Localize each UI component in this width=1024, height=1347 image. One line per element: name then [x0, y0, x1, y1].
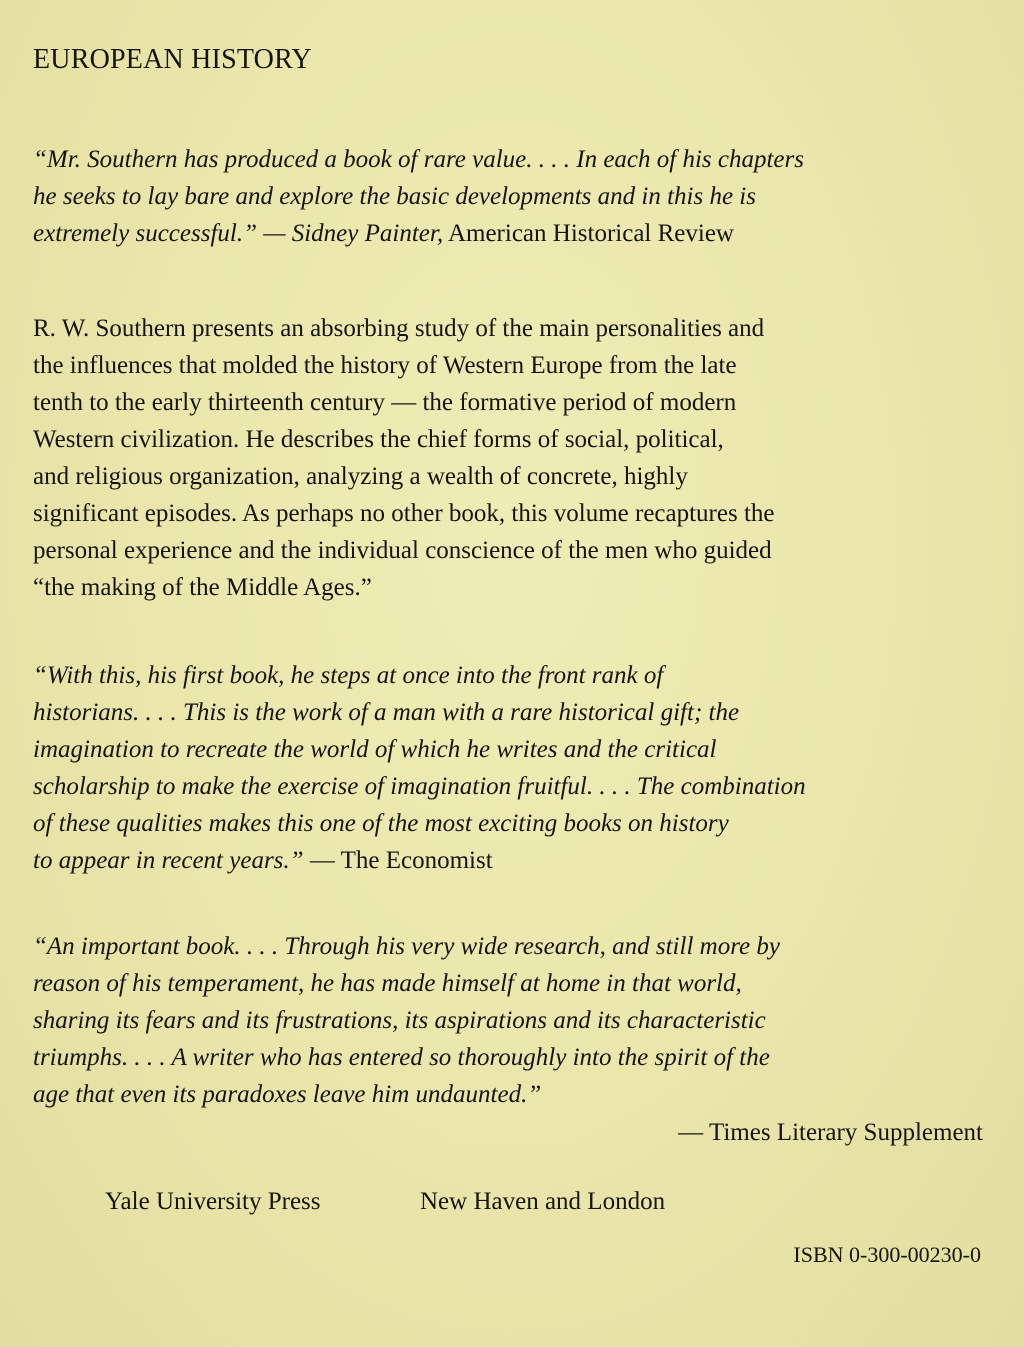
- review-line: historians. . . . This is the work of a man with a rare historical gift; the: [33, 699, 740, 726]
- review-line: of these qualities makes this one of the most exciting books on history: [33, 810, 729, 837]
- review-line: triumphs. . . . A writer who has entered so thoroughly into the spirit of the: [33, 1044, 770, 1071]
- review-line: imagination to recreate the world of which he writes and the critical: [33, 736, 717, 763]
- description-line: and religious organization, analyzing a wealth of concrete, highly: [33, 463, 688, 490]
- review-quote-end: to appear in recent years.”: [33, 847, 304, 874]
- description-line: the influences that molded the history of Western Europe from the late: [33, 352, 737, 379]
- review-line: “An important book. . . . Through his very wide research, and still more by: [33, 933, 780, 960]
- description-line: significant episodes. As perhaps no other book, this volume recaptures the: [33, 500, 775, 527]
- book-description: [33, 310, 993, 606]
- review-line: reason of his temperament, he has made himself at home in that world,: [33, 970, 742, 997]
- review-line: scholarship to make the exercise of imagination fruitful. . . . The combination: [33, 773, 806, 800]
- description-line: Western civilization. He describes the chief forms of social, political,: [33, 426, 724, 453]
- review-line: sharing its fears and its frustrations, its aspirations and its characteristic: [33, 1007, 766, 1034]
- description-line: “the making of the Middle Ages.”: [33, 574, 372, 601]
- description-line: R. W. Southern presents an absorbing study of the main personalities and: [33, 315, 765, 342]
- description-line: personal experience and the individual conscience of the men who guided: [33, 537, 772, 564]
- review-economist: [33, 657, 993, 879]
- review-painter: [33, 141, 993, 252]
- review-line: [33, 842, 993, 879]
- review-source: — The Economist: [303, 847, 493, 874]
- review-line: “With this, his first book, he steps at once into the front rank of: [33, 662, 664, 689]
- review-quote-end: extremely successful.” — Sidney Painter,: [33, 220, 444, 247]
- review-line: age that even its paradoxes leave him undaunted.”: [33, 1081, 542, 1108]
- publisher-name: Yale University Press: [105, 1188, 321, 1215]
- review-line: he seeks to lay bare and explore the basic developments and in this he is: [33, 183, 756, 210]
- review-source: — Times Literary Supplement: [678, 1119, 983, 1146]
- description-line: tenth to the early thirteenth century — the formative period of modern: [33, 389, 737, 416]
- isbn: ISBN 0-300-00230-0: [793, 1242, 981, 1267]
- category-heading: EUROPEAN HISTORY: [33, 44, 312, 75]
- review-line: [33, 215, 993, 252]
- review-source: American Historical Review: [443, 220, 734, 247]
- review-line: “Mr. Southern has produced a book of rare value. . . . In each of his chapters: [33, 146, 804, 173]
- publisher-location: New Haven and London: [420, 1188, 666, 1215]
- review-tls: [33, 928, 993, 1113]
